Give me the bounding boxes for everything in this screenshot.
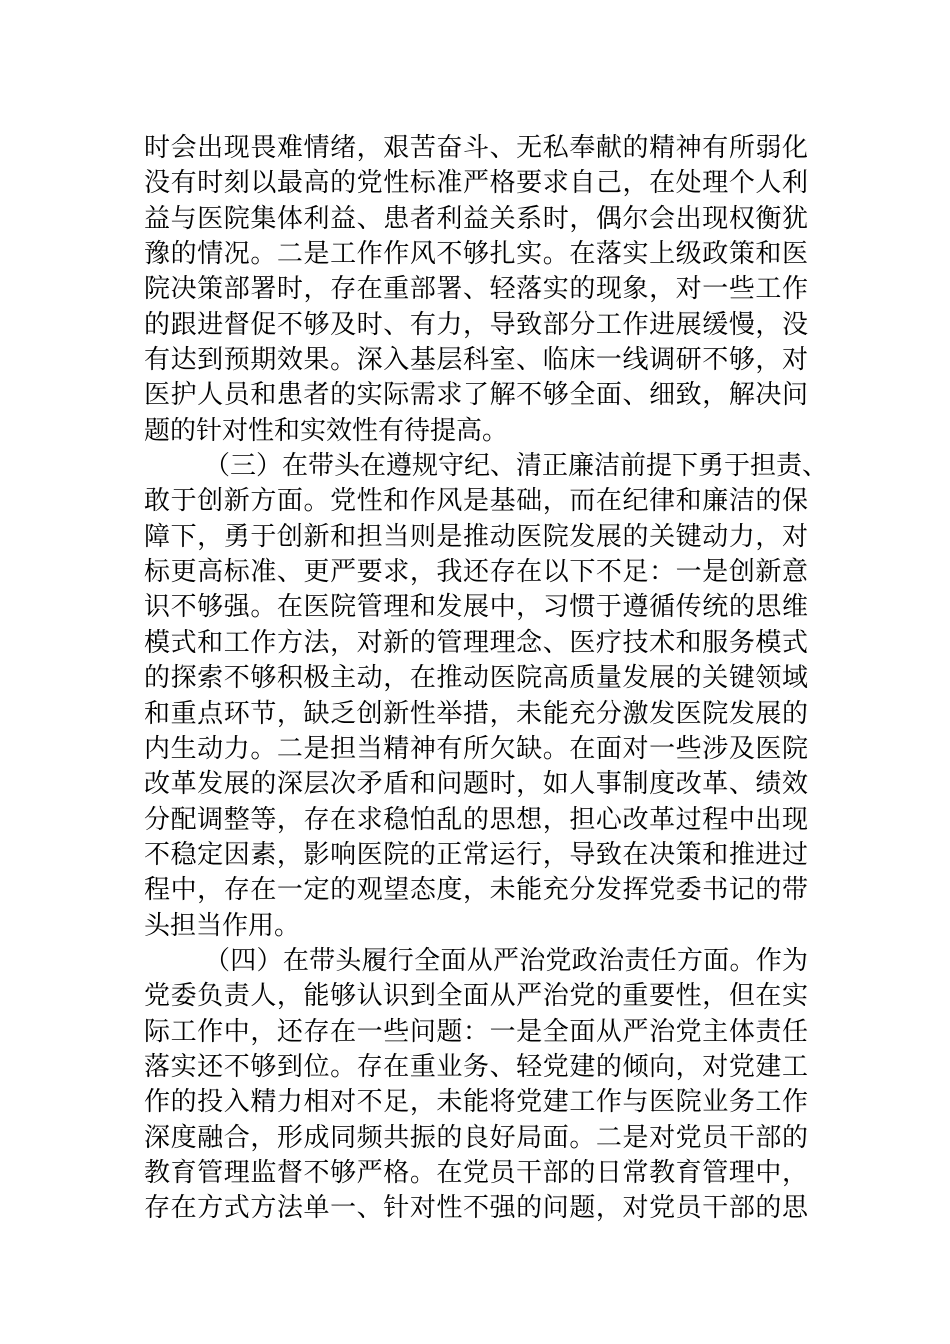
paragraph-end-line: 题的针对性和实效性有待提高。 [144,415,509,446]
text-line: 敢于创新方面。党性和作风是基础，而在纪律和廉洁的保 [144,486,808,517]
text-line: 不稳定因素，影响医院的正常运行，导致在决策和推进过 [144,839,808,870]
paragraph-end-line: 头担当作用。 [144,910,301,941]
text-line: 障下，勇于创新和担当则是推动医院发展的关键动力，对 [144,521,808,552]
text-line: 存在方式方法单一、针对性不强的问题，对党员干部的思 [144,1193,808,1224]
text-line: 模式和工作方法，对新的管理理念、医疗技术和服务模式 [144,627,808,658]
document-body [144,131,829,1227]
section-three-heading-line: （三）在带头在遵规守纪、清正廉洁前提下勇于担责、 [204,451,829,482]
text-line: 作的投入精力相对不足，未能将党建工作与医院业务工作 [144,1087,808,1118]
text-line: 分配调整等，存在求稳怕乱的思想，担心改革过程中出现 [144,804,808,835]
text-line: 识不够强。在医院管理和发展中，习惯于遵循传统的思维 [144,592,808,623]
text-line: 和重点环节，缺乏创新性举措，未能充分激发医院发展的 [144,698,808,729]
text-line: 院决策部署时，存在重部署、轻落实的现象，对一些工作 [144,274,808,305]
text-line: 改革发展的深层次矛盾和问题时，如人事制度改革、绩效 [144,769,808,800]
text-line: 有达到预期效果。深入基层科室、临床一线调研不够，对 [144,345,808,376]
section-four-heading-line: （四）在带头履行全面从严治党政治责任方面。作为 [204,945,808,976]
text-line: 没有时刻以最高的党性标准严格要求自己，在处理个人利 [144,168,808,199]
text-line: 益与医院集体利益、患者利益关系时，偶尔会出现权衡犹 [144,203,808,234]
text-line: 教育管理监督不够严格。在党员干部的日常教育管理中， [144,1157,808,1188]
text-line: 程中，存在一定的观望态度，未能充分发挥党委书记的带 [144,875,808,906]
text-line: 际工作中，还存在一些问题：一是全面从严治党主体责任 [144,1016,808,1047]
text-line: 豫的情况。二是工作作风不够扎实。在落实上级政策和医 [144,239,808,270]
text-line: 标更高标准、更严要求，我还存在以下不足：一是创新意 [144,557,808,588]
text-line: 内生动力。二是担当精神有所欠缺。在面对一些涉及医院 [144,733,808,764]
text-line: 落实还不够到位。存在重业务、轻党建的倾向，对党建工 [144,1051,808,1082]
text-line: 时会出现畏难情绪，艰苦奋斗、无私奉献的精神有所弱化 [144,133,808,163]
text-line: 深度融合，形成同频共振的良好局面。二是对党员干部的 [144,1122,808,1153]
text-line: 医护人员和患者的实际需求了解不够全面、细致，解决问 [144,380,808,411]
text-line: 的跟进督促不够及时、有力，导致部分工作进展缓慢，没 [144,309,808,340]
text-line: 党委负责人，能够认识到全面从严治党的重要性，但在实 [144,981,808,1012]
text-line: 的探索不够积极主动，在推动医院高质量发展的关键领域 [144,663,808,694]
